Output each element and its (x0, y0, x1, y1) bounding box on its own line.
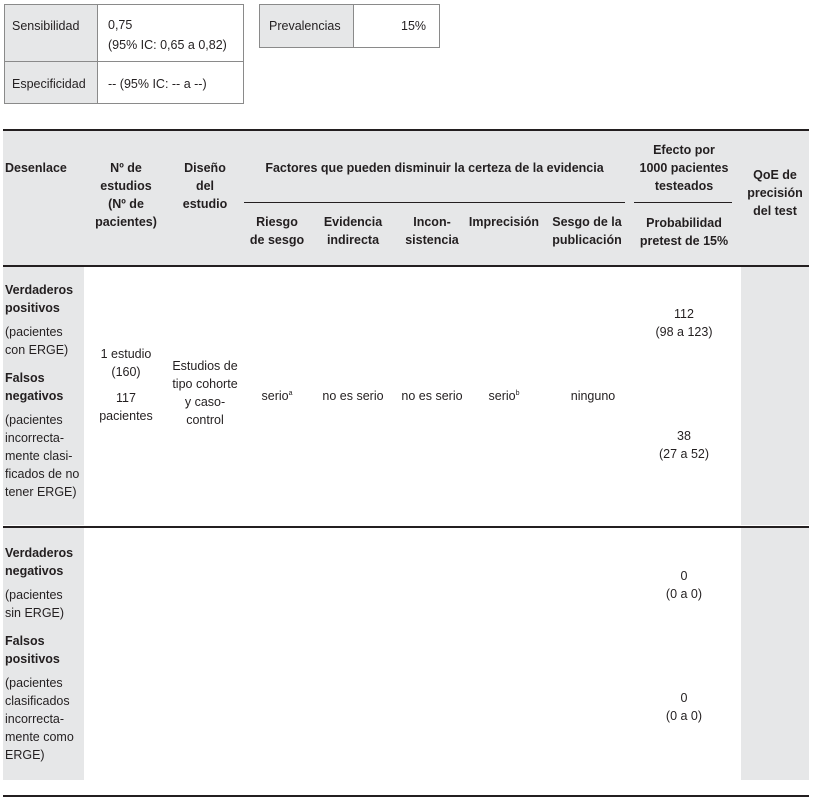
table-bottom-rule (3, 795, 809, 797)
row1-riesgo: serio$^a$ (261, 389, 293, 403)
header-desenlace: Desenlace (5, 161, 67, 175)
prevalencias-value-cell (353, 4, 440, 48)
header-riesgo: Riesgo de sesgo (249, 215, 305, 247)
header-imprecision: Imprecisión (468, 215, 540, 229)
row1-fn-effect: 38 (27 a 52) (658, 429, 710, 461)
row1-inconsistencia: no es serio (401, 389, 463, 403)
row1-evidencia: no es serio (322, 389, 384, 403)
header-efecto: Efecto por 1000 pacientes testeados (639, 143, 729, 193)
row1-n-estudios: 1 estudio (160) 117 pacientes (99, 347, 153, 423)
row2-fp-effect: 0 (0 a 0) (665, 691, 703, 723)
row-separator-rule (3, 526, 809, 528)
header-evidencia: Evidencia indirecta (323, 215, 383, 247)
row2-qoe-background (741, 528, 809, 780)
efecto-underline (634, 202, 732, 203)
row1-vp-effect: 112 (98 a 123) (655, 307, 713, 339)
sensibilidad-value: 0,75 (108, 18, 133, 32)
sensibilidad-ci: (95% IC: 0,65 a 0,82) (108, 38, 227, 52)
prevalencias-label: Prevalencias (269, 19, 341, 33)
row1-imprecision: serio$^b$ (488, 389, 520, 403)
header-diseno: Diseño del estudio (182, 161, 228, 211)
header-qoe: QoE de precisión del test (747, 168, 803, 218)
prevalencias-value: 15% (401, 19, 427, 33)
factores-underline (244, 202, 625, 203)
row1-sesgo-publicacion: ninguno (570, 389, 616, 403)
header-bottom-rule (3, 265, 809, 267)
header-probabilidad: Probabilidad pretest de 15% (639, 216, 729, 248)
header-sesgo-publicacion: Sesgo de la publicación (552, 215, 622, 247)
header-factores: Factores que pueden disminuir la certeza de la evidencia (265, 161, 604, 175)
sensibilidad-label: Sensibilidad (12, 19, 80, 33)
row2-outcome: Verdaderos negativos (pacientes sin ERGE) Falsos positivos (pacientes clasificados incorrecta- mente como ERGE) (5, 546, 74, 762)
row1-diseno: Estudios de tipo cohorte y caso- control (172, 359, 238, 427)
header-inconsistencia: Incon- sistencia (405, 215, 459, 247)
header-n-estudios: Nº de estudios (Nº de pacientes) (95, 161, 157, 229)
row1-outcome: Verdaderos positivos (pacientes con ERGE) Falsos negativos (pacientes incorrecta- mente clasi- ficados de no tener ERGE) (5, 283, 80, 499)
especificidad-value: -- (95% IC: -- a --) (108, 77, 207, 91)
table-top-rule (3, 129, 809, 131)
row1-qoe-background (741, 267, 809, 525)
row2-vn-effect: 0 (0 a 0) (665, 569, 703, 601)
especificidad-label: Especificidad (12, 77, 86, 91)
